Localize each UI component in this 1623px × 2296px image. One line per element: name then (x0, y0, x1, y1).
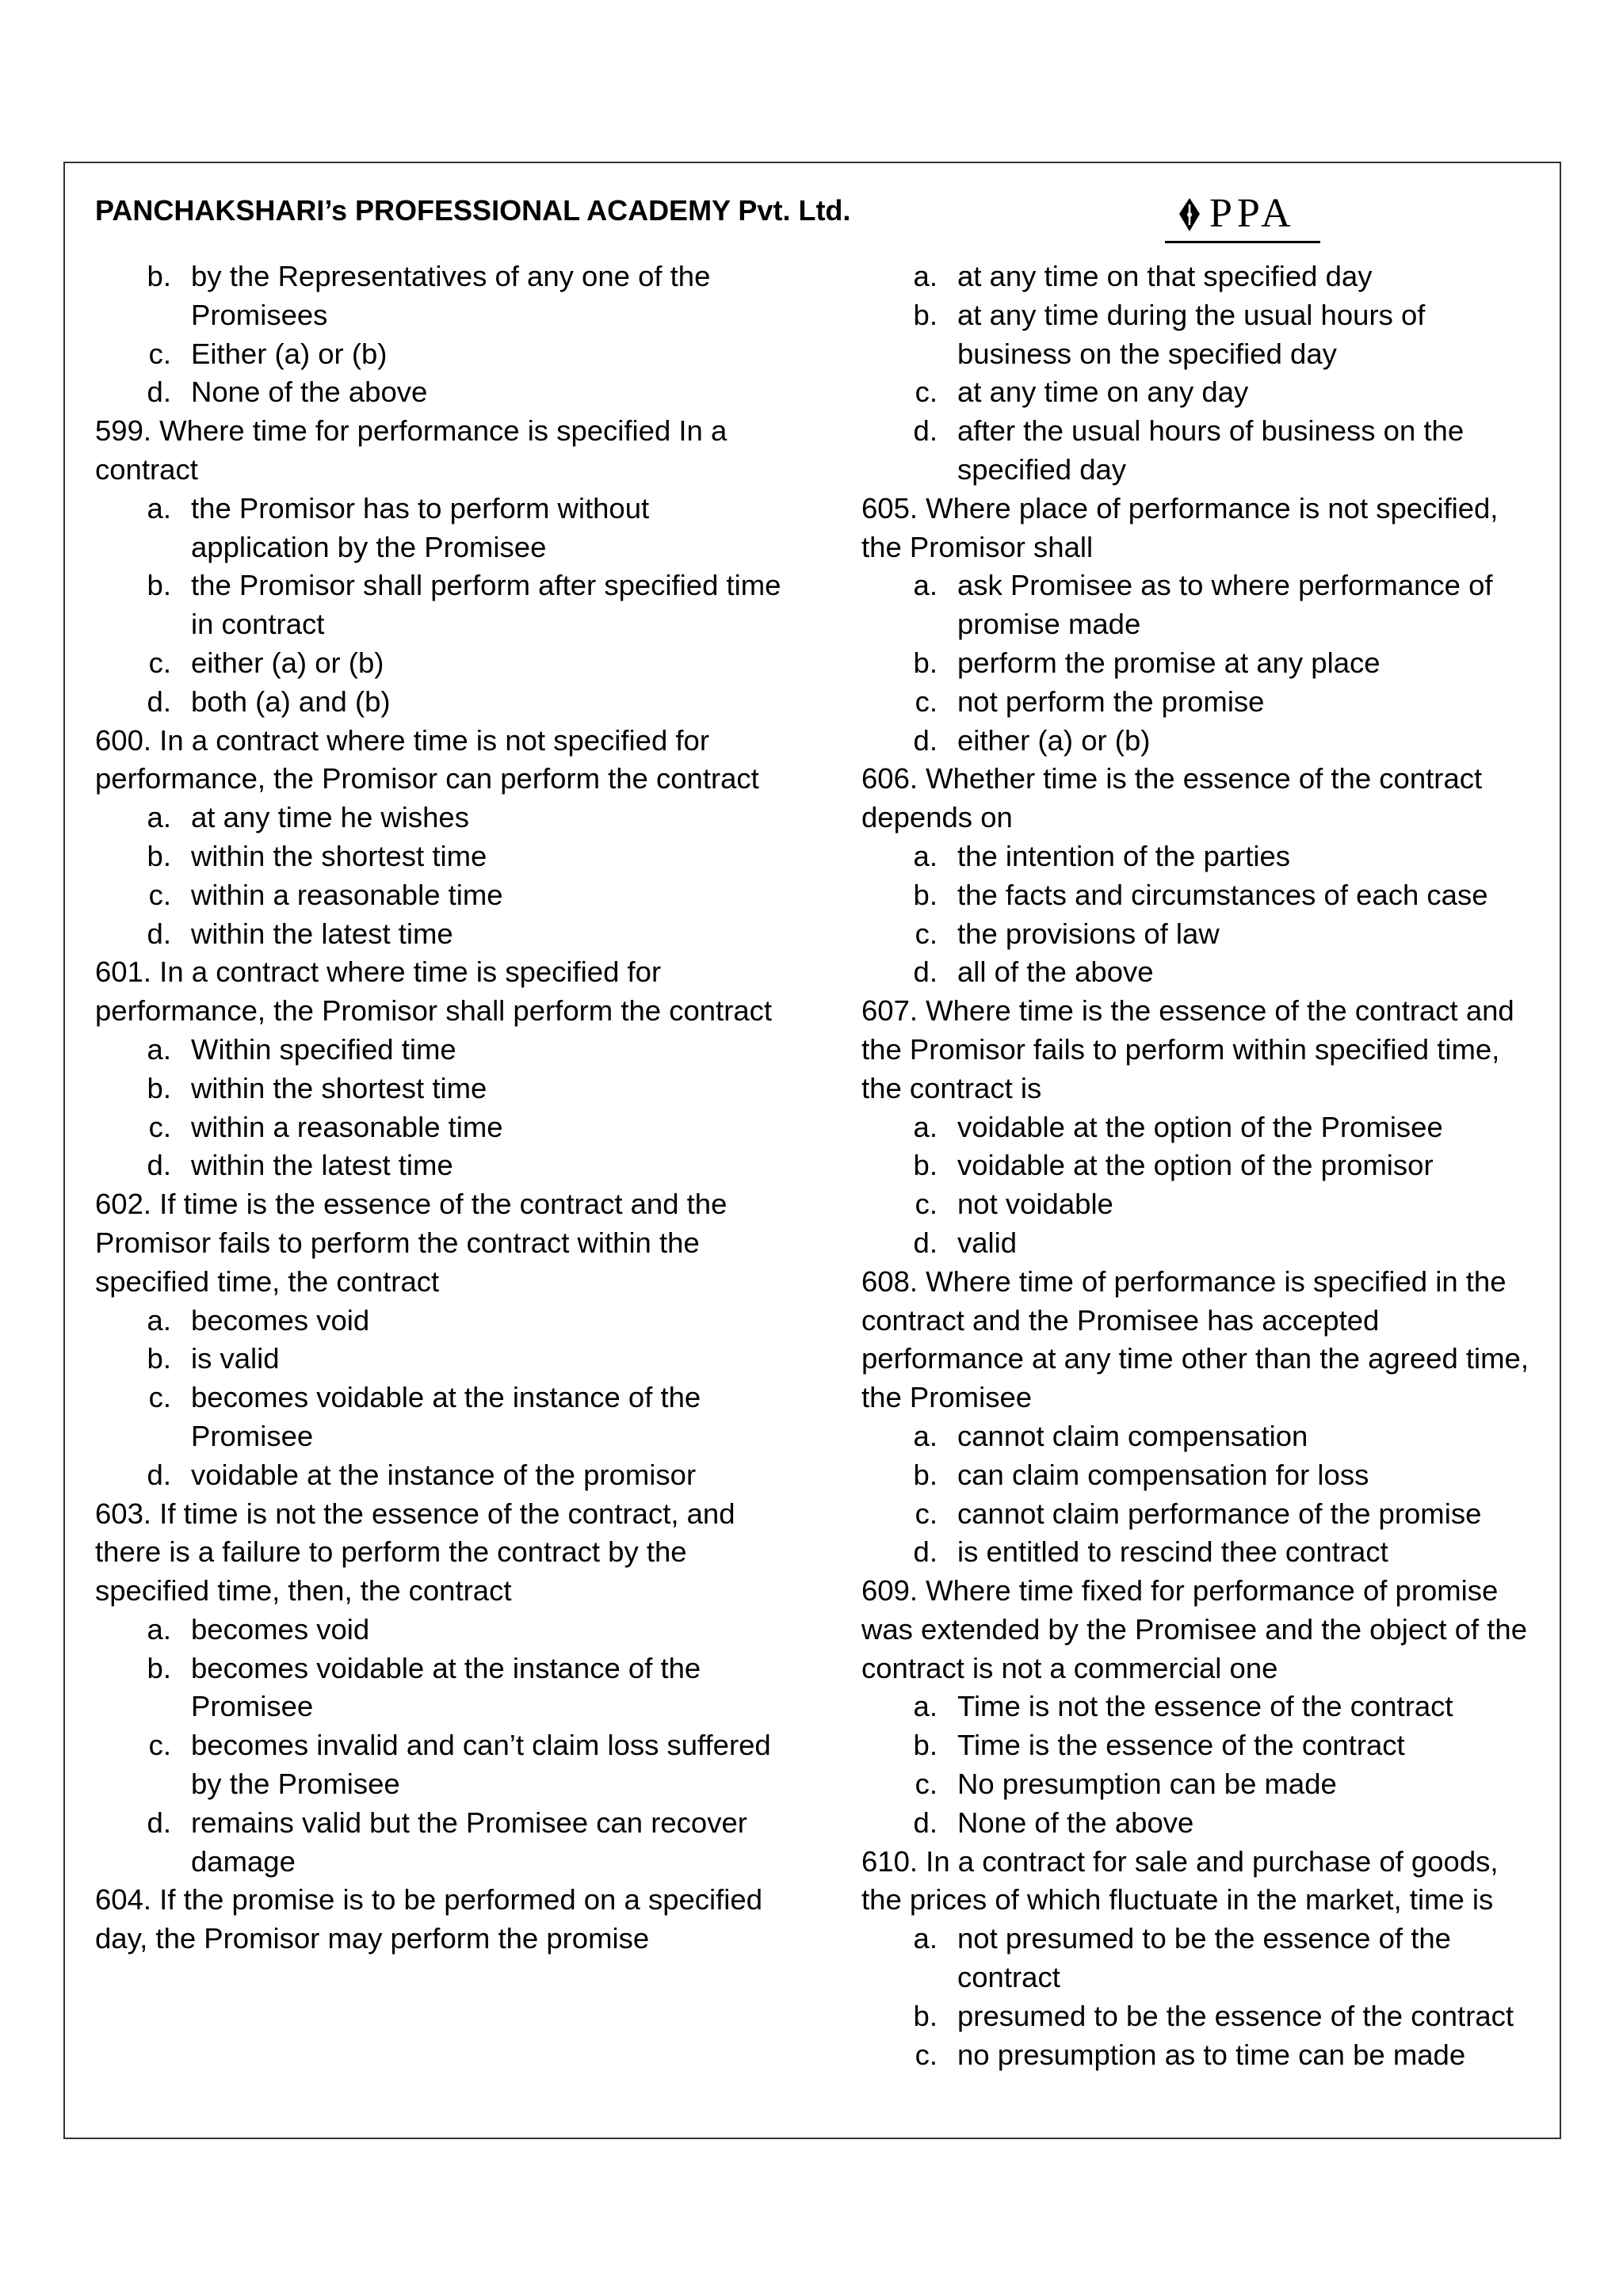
option-letter: b. (913, 1729, 938, 1762)
option-letter: d. (147, 1458, 171, 1491)
option-item (95, 1146, 792, 1185)
option-letter: b. (913, 646, 938, 679)
option-item (95, 373, 792, 412)
option-item (95, 1726, 792, 1804)
option-letter: b. (147, 1071, 171, 1104)
option-letter: a. (913, 1922, 938, 1955)
option-text: None of the above (191, 376, 428, 409)
option-text: Within specified time (191, 1032, 456, 1066)
option-text: the Promisor has to perform without application by the Promisee (191, 491, 650, 563)
option-list (861, 1920, 1535, 2074)
option-letter: a. (147, 1032, 171, 1066)
option-letter: a. (147, 801, 171, 834)
question-block (861, 1843, 1535, 2075)
option-letter: d. (913, 723, 938, 757)
option-letter: d. (913, 1535, 938, 1569)
option-letter: b. (147, 1342, 171, 1375)
option-text: cannot claim compensation (957, 1419, 1308, 1452)
option-item (861, 373, 1535, 412)
option-text: is valid (191, 1342, 280, 1375)
option-letter: c. (915, 1768, 938, 1801)
option-letter: a. (147, 1303, 171, 1337)
question-block (861, 1263, 1535, 1572)
question-text: 610. In a contract for sale and purchase of goods, the prices of which fluctuate in the market, time is (861, 1844, 1499, 1917)
option-item (95, 1302, 792, 1341)
question-text: 604. If the promise is to be performed on a specified day, the Promisor may perform the promise (95, 1883, 762, 1955)
question-block (95, 412, 792, 721)
question-text: 599. Where time for performance is specified In a contract (95, 414, 727, 486)
option-item (95, 876, 792, 915)
option-item (861, 1456, 1535, 1495)
option-letter: d. (147, 1806, 171, 1839)
option-item (861, 1495, 1535, 1534)
option-letter: c. (148, 1729, 171, 1762)
option-text: None of the above (957, 1806, 1194, 1839)
option-item (95, 1456, 792, 1495)
option-item (95, 257, 792, 335)
option-text: by the Representatives of any one of the Promisees (191, 260, 711, 331)
option-text: is entitled to rescind thee contract (957, 1535, 1388, 1569)
option-item (861, 566, 1535, 644)
option-text: No presumption can be made (957, 1768, 1337, 1801)
option-letter: d. (147, 1149, 171, 1182)
option-text: within the latest time (191, 1149, 453, 1182)
question-block (95, 1185, 792, 1494)
option-text: either (a) or (b) (957, 723, 1151, 757)
option-text: becomes voidable at the instance of the Promisee (191, 1651, 701, 1723)
option-text: voidable at the option of the Promisee (957, 1110, 1443, 1143)
option-item (861, 1533, 1535, 1572)
option-item (861, 876, 1535, 915)
option-list (861, 837, 1535, 992)
option-item (95, 915, 792, 954)
option-list (95, 1611, 792, 1882)
option-letter: c. (148, 1381, 171, 1414)
option-text: can claim compensation for loss (957, 1458, 1369, 1491)
option-item (861, 1417, 1535, 1456)
option-text: remains valid but the Promisee can recover damage (191, 1806, 747, 1878)
option-item (861, 1224, 1535, 1263)
question-text: 606. Whether time is the essence of the contract depends on (861, 762, 1483, 834)
option-item (861, 296, 1535, 374)
option-letter: a. (913, 260, 938, 292)
question-block (95, 1881, 792, 1958)
option-text: at any time during the usual hours of business on the specified day (957, 298, 1426, 370)
option-text: Time is not the essence of the contract (957, 1690, 1453, 1723)
question-block (95, 722, 792, 954)
option-item (95, 1108, 792, 1147)
question-block (95, 257, 792, 412)
option-letter: d. (913, 414, 938, 448)
option-letter: d. (913, 955, 938, 989)
option-letter: c. (148, 646, 171, 679)
option-letter: c. (148, 337, 171, 370)
option-text: not perform the promise (957, 685, 1265, 718)
option-item (861, 412, 1535, 490)
option-item (95, 1650, 792, 1727)
option-item (861, 1997, 1535, 2036)
option-item (861, 1688, 1535, 1726)
option-letter: c. (915, 685, 938, 718)
option-item (95, 683, 792, 722)
option-item (95, 490, 792, 567)
option-item (95, 799, 792, 837)
option-text: Time is the essence of the contract (957, 1729, 1405, 1762)
option-item (861, 1765, 1535, 1804)
option-item (861, 837, 1535, 876)
option-list (861, 1108, 1535, 1263)
option-text: not voidable (957, 1188, 1113, 1221)
question-block (95, 1495, 792, 1882)
option-letter: b. (913, 1149, 938, 1182)
option-item (95, 1804, 792, 1882)
option-letter: b. (913, 1458, 938, 1491)
option-list (95, 1302, 792, 1495)
option-letter: d. (147, 917, 171, 950)
option-letter: c. (915, 1188, 938, 1221)
option-item (95, 1340, 792, 1379)
option-text: ask Promisee as to where performance of promise made (957, 569, 1493, 641)
option-letter: b. (147, 569, 171, 602)
option-item (95, 644, 792, 683)
option-text: at any time on any day (957, 376, 1249, 409)
option-item (95, 1379, 792, 1456)
option-item (861, 1108, 1535, 1147)
option-list (95, 799, 792, 953)
option-text: the intention of the parties (957, 839, 1291, 872)
option-letter: d. (913, 1226, 938, 1259)
option-letter: a. (147, 1612, 171, 1646)
question-block (861, 257, 1535, 490)
option-letter: d. (147, 685, 171, 718)
option-letter: c. (915, 376, 938, 409)
question-text: 600. In a contract where time is not specified for performance, the Promisor can perform the contract (95, 723, 759, 795)
question-block (861, 490, 1535, 761)
option-text: voidable at the option of the promisor (957, 1149, 1434, 1182)
option-item (95, 1611, 792, 1650)
option-list (861, 566, 1535, 760)
option-letter: b. (913, 1999, 938, 2032)
option-letter: b. (147, 839, 171, 872)
pen-nib-icon (1176, 196, 1203, 233)
option-letter: b. (147, 1651, 171, 1684)
option-text: both (a) and (b) (191, 685, 391, 718)
option-item (861, 1920, 1535, 1997)
ppa-logo (1165, 190, 1323, 246)
option-letter: b. (147, 260, 171, 292)
option-item (861, 1804, 1535, 1843)
option-item (861, 2036, 1535, 2075)
option-letter: a. (913, 569, 938, 602)
option-item (95, 1070, 792, 1108)
option-list (861, 257, 1535, 490)
option-text: perform the promise at any place (957, 646, 1381, 679)
right-column (861, 257, 1535, 2074)
option-text: becomes invalid and can’t claim loss suffered by the Promisee (191, 1729, 771, 1801)
question-block (861, 1572, 1535, 1843)
question-block (861, 992, 1535, 1263)
option-text: becomes voidable at the instance of the Promisee (191, 1381, 701, 1452)
option-text: at any time he wishes (191, 801, 469, 834)
option-item (95, 566, 792, 644)
option-text: within the shortest time (191, 839, 487, 872)
option-letter: b. (913, 878, 938, 911)
option-item (861, 257, 1535, 296)
option-text: becomes void (191, 1612, 370, 1646)
option-letter: a. (913, 1690, 938, 1723)
logo-text: PPA (1209, 191, 1296, 236)
question-block (861, 760, 1535, 992)
option-letter: a. (913, 1419, 938, 1452)
option-list (95, 490, 792, 722)
option-letter: a. (913, 839, 938, 872)
option-text: becomes void (191, 1303, 370, 1337)
option-item (861, 953, 1535, 992)
option-letter: a. (147, 491, 171, 524)
option-letter: b. (913, 298, 938, 331)
question-text: 608. Where time of performance is specified in the contract and the Promisee has accepted performance at any time other than the agreed time, the Promisee (861, 1264, 1529, 1414)
option-text: presumed to be the essence of the contract (957, 1999, 1514, 2032)
option-text: cannot claim performance of the promise (957, 1497, 1482, 1530)
left-column (95, 257, 792, 1958)
option-list (861, 1688, 1535, 1842)
option-text: the facts and circumstances of each case (957, 878, 1488, 911)
option-item (861, 644, 1535, 683)
option-letter: d. (913, 1806, 938, 1839)
question-text: 603. If time is not the essence of the contract, and there is a failure to perform the contract by the specified time, then, the contract (95, 1497, 735, 1608)
option-item (861, 915, 1535, 954)
option-list (95, 257, 792, 412)
question-text: 602. If time is the essence of the contract and the Promisor fails to perform the contract within the specified time, the contract (95, 1188, 727, 1298)
question-text: 609. Where time fixed for performance of promise was extended by the Promisee and the object of the contract is not a commercial one (861, 1574, 1528, 1684)
option-letter: c. (915, 2038, 938, 2071)
logo-underline (1165, 241, 1320, 243)
option-text: after the usual hours of business on the specified day (957, 414, 1465, 486)
option-text: either (a) or (b) (191, 646, 384, 679)
option-letter: d. (147, 376, 171, 409)
option-letter: a. (913, 1110, 938, 1143)
option-item (861, 1185, 1535, 1224)
option-item (861, 1146, 1535, 1185)
option-list (95, 1031, 792, 1185)
option-text: at any time on that specified day (957, 260, 1373, 292)
question-text: 605. Where place of performance is not specified, the Promisor shall (861, 491, 1499, 563)
option-item (95, 1031, 792, 1070)
question-block (95, 953, 792, 1185)
option-text: valid (957, 1226, 1018, 1259)
question-text: 601. In a contract where time is specified for performance, the Promisor shall perform the contract (95, 955, 773, 1028)
option-list (861, 1417, 1535, 1572)
option-item (861, 1726, 1535, 1765)
option-text: within the shortest time (191, 1071, 487, 1104)
option-text: within a reasonable time (191, 878, 503, 911)
option-text: voidable at the instance of the promisor (191, 1458, 697, 1491)
option-item (861, 683, 1535, 722)
option-letter: c. (148, 878, 171, 911)
option-text: within a reasonable time (191, 1110, 503, 1143)
option-letter: c. (915, 917, 938, 950)
option-text: all of the above (957, 955, 1154, 989)
option-letter: c. (148, 1110, 171, 1143)
option-letter: c. (915, 1497, 938, 1530)
option-item (95, 837, 792, 876)
option-text: not presumed to be the essence of the contract (957, 1922, 1451, 1994)
option-text: the Promisor shall perform after specified time in contract (191, 569, 781, 641)
option-text: within the latest time (191, 917, 453, 950)
option-text: the provisions of law (957, 917, 1220, 950)
question-text: 607. Where time is the essence of the contract and the Promisor fails to perform within specified time, the contract is (861, 994, 1514, 1104)
option-item (95, 335, 792, 374)
option-item (861, 722, 1535, 761)
header-title: PANCHAKSHARI’s PROFESSIONAL ACADEMY Pvt. Ltd. (95, 194, 851, 227)
option-text: no presumption as to time can be made (957, 2038, 1466, 2071)
option-text: Either (a) or (b) (191, 337, 388, 370)
